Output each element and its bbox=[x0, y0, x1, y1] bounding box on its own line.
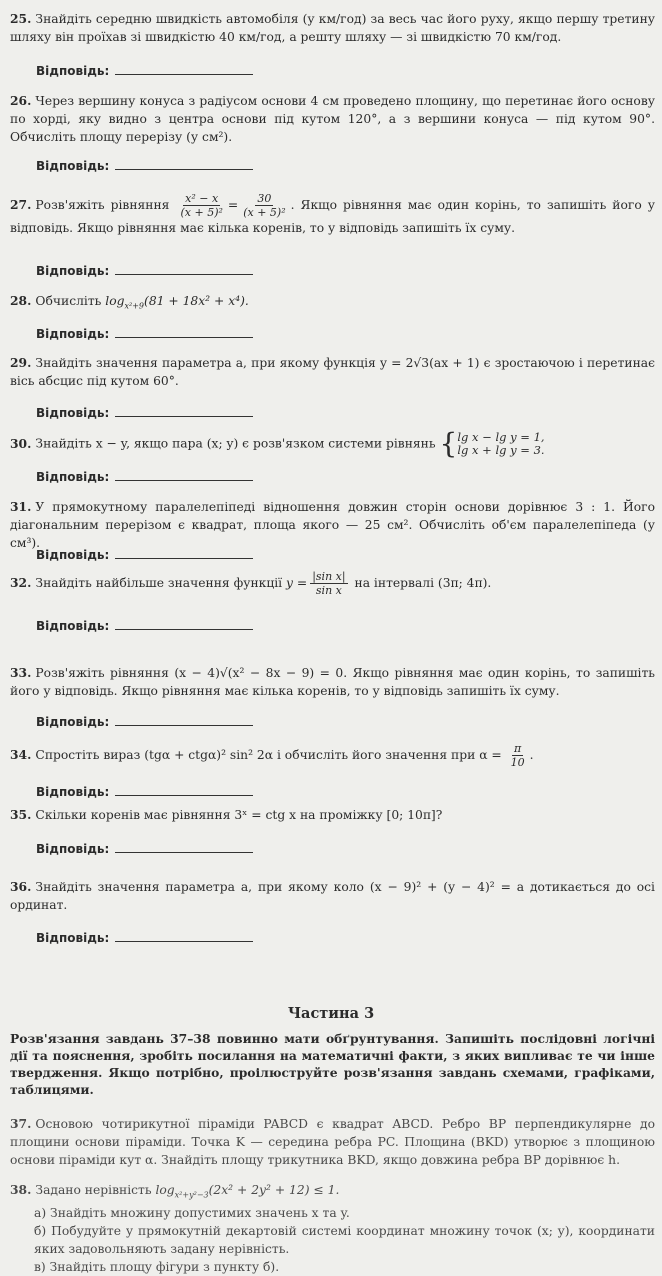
task-number: 34. bbox=[10, 747, 32, 762]
answer-line[interactable] bbox=[115, 157, 253, 170]
section-title: Частина 3 bbox=[287, 1005, 375, 1022]
numerator: π bbox=[514, 742, 522, 755]
answer-label: Відповідь: bbox=[36, 785, 110, 799]
task-28 bbox=[10, 292, 655, 315]
answer-27[interactable] bbox=[36, 262, 253, 278]
log-base: x²+y²−3 bbox=[174, 1190, 209, 1200]
task-text: Задано нерівність bbox=[35, 1183, 152, 1197]
task-text: Знайдіть значення параметра a, при якому коло (x − 9)² + (y − 4)² = a дотикається до осі ординат. bbox=[10, 880, 655, 912]
task-32 bbox=[10, 570, 655, 597]
fraction bbox=[310, 570, 347, 597]
task-26 bbox=[10, 92, 655, 146]
task-33 bbox=[10, 664, 655, 700]
numerator: 30 bbox=[257, 192, 272, 205]
denominator: 10 bbox=[510, 756, 525, 769]
answer-label: Відповідь: bbox=[36, 159, 110, 173]
equation-1: lg x − lg y = 1, bbox=[457, 430, 545, 444]
equation-2: lg x + lg y = 3. bbox=[457, 443, 545, 457]
fraction bbox=[178, 192, 224, 219]
equals-sign: = bbox=[227, 198, 239, 212]
answer-label: Відповідь: bbox=[36, 842, 110, 856]
task-text: Розв'яжіть рівняння (x − 4)√(x² − 8x − 9) = 0. Якщо рівняння має один корінь, то запишіть його у відповідь. Якщо рівняння має кілька коренів, то у відповідь запишіть їх суму. bbox=[10, 666, 655, 698]
answer-label: Відповідь: bbox=[36, 406, 110, 420]
answer-label: Відповідь: bbox=[36, 264, 110, 278]
answer-35[interactable] bbox=[36, 840, 253, 856]
task-text: Обчисліть bbox=[35, 294, 102, 308]
task-text: Знайдіть середню швидкість автомобіля (у км/год) за весь час його руху, якщо першу третину шляху він проїхав зі швидкістю 40 км/год, а решту шляху — зі швидкістю 70 км/год. bbox=[10, 12, 655, 44]
task-27 bbox=[10, 192, 655, 237]
task-29 bbox=[10, 354, 655, 390]
task-38 bbox=[10, 1181, 655, 1276]
fraction bbox=[241, 192, 287, 219]
task-text: Знайдіть найбільше значення функції bbox=[35, 576, 283, 590]
answer-label: Відповідь: bbox=[36, 548, 110, 562]
task-25 bbox=[10, 10, 655, 46]
answer-line[interactable] bbox=[115, 546, 253, 559]
task-text: У прямокутному паралелепіпеді відношення довжин сторін основи дорівнює 3 : 1. Його діагональним перерізом є квадрат, площа якого — 25 см². Обчисліть об'єм паралелепіпеда (у см³). bbox=[10, 500, 655, 550]
denominator: (x + 5)² bbox=[243, 206, 286, 219]
answer-34[interactable] bbox=[36, 783, 253, 799]
answer-line[interactable] bbox=[115, 62, 253, 75]
answer-line[interactable] bbox=[115, 929, 253, 942]
equation-system bbox=[439, 427, 545, 460]
task-text: Скільки коренів має рівняння 3ˣ = ctg x на проміжку [0; 10π]? bbox=[35, 808, 443, 822]
task-number: 28. bbox=[10, 293, 32, 308]
denominator: sin x bbox=[315, 584, 342, 597]
task-37 bbox=[10, 1115, 655, 1169]
task-text: Через вершину конуса з радіусом основи 4 см проведено площину, що перетинає його основу по хорді, яку видно з центра основи під кутом 120°, а з вершини конуса — під кутом 90°. Обчисліть площу перерізу (у см²). bbox=[10, 94, 655, 144]
task-number: 32. bbox=[10, 575, 32, 590]
task-number: 35. bbox=[10, 807, 32, 822]
answer-line[interactable] bbox=[115, 262, 253, 275]
task-text: на інтервалі (3π; 4π). bbox=[354, 576, 492, 590]
task-text: Розв'яжіть рівняння bbox=[35, 198, 170, 212]
answer-36[interactable] bbox=[36, 929, 253, 945]
task-34 bbox=[10, 742, 655, 769]
task-text: . Якщо рівняння має один корінь, то запишіть його у відповідь. Якщо рівняння має кілька коренів, то у відповідь запишіть їх суму. bbox=[10, 198, 655, 235]
numerator: |sin x| bbox=[312, 570, 346, 583]
answer-31[interactable] bbox=[36, 546, 253, 562]
subtask-a: а) Знайдіть множину допустимих значень x та y. bbox=[34, 1206, 350, 1221]
task-30 bbox=[10, 427, 655, 460]
task-36 bbox=[10, 878, 655, 914]
log: log bbox=[105, 294, 125, 308]
answer-33[interactable] bbox=[36, 713, 253, 729]
answer-line[interactable] bbox=[115, 325, 253, 338]
log: log bbox=[155, 1183, 175, 1197]
task-number: 30. bbox=[10, 435, 32, 451]
function-y: y = bbox=[286, 576, 308, 590]
denominator: (x + 5)² bbox=[180, 206, 223, 219]
task-number: 37. bbox=[10, 1116, 32, 1131]
task-number: 38. bbox=[10, 1182, 32, 1197]
answer-line[interactable] bbox=[115, 617, 253, 630]
log-argument: (81 + 18x² + x⁴). bbox=[144, 294, 249, 308]
fraction bbox=[509, 742, 527, 769]
answer-label: Відповідь: bbox=[36, 931, 110, 945]
answer-28[interactable] bbox=[36, 325, 253, 341]
task-number: 33. bbox=[10, 665, 32, 680]
task-number: 31. bbox=[10, 499, 32, 514]
task-text: Знайдіть значення параметра a, при якому функція y = 2√3(ax + 1) є зростаючою і перетинає вісь абсцис під кутом 60°. bbox=[10, 356, 655, 388]
answer-line[interactable] bbox=[115, 840, 253, 853]
answer-26[interactable] bbox=[36, 157, 253, 173]
answer-label: Відповідь: bbox=[36, 470, 110, 484]
answer-label: Відповідь: bbox=[36, 64, 110, 78]
task-35 bbox=[10, 806, 655, 824]
answer-line[interactable] bbox=[115, 783, 253, 796]
answer-line[interactable] bbox=[115, 713, 253, 726]
log-expression bbox=[155, 1183, 340, 1200]
task-number: 29. bbox=[10, 355, 32, 370]
answer-label: Відповідь: bbox=[36, 327, 110, 341]
log-expression bbox=[105, 294, 249, 311]
section-intro: Розв'язання завдань 37–38 повинно мати обґрунтування. Запишіть послідовні логічні дії та пояснення, зробіть посилання на математичні факти, з яких випливає те чи інше твердження. Якщо потрібно, проілюструйте розв'язання завдань схемами, графіками, таблицями. bbox=[10, 1031, 655, 1097]
subtask-c: в) Знайдіть площу фігури з пункту б). bbox=[34, 1260, 280, 1275]
task-text: Знайдіть x − y, якщо пара (x; y) є розв'язком системи рівнянь bbox=[35, 436, 436, 451]
answer-line[interactable] bbox=[115, 468, 253, 481]
subtask-b: б) Побудуйте у прямокутній декартовій системі координат множину точок (x; y), координати яких задовольняють задану нерівність. bbox=[34, 1224, 655, 1257]
brace: { bbox=[439, 427, 458, 460]
task-number: 25. bbox=[10, 11, 32, 26]
answer-32[interactable] bbox=[36, 617, 253, 633]
log-base: x²+9 bbox=[124, 301, 145, 311]
task-31 bbox=[10, 498, 655, 552]
task-text: Основою чотирикутної піраміди PABCD є квадрат ABCD. Ребро BP перпендикулярне до площини основи піраміди. Точка K — середина ребра PC. Площина (BKD) утворює з площиною основи піраміди кут α. Знайдіть площу трикутника BKD, якщо довжина ребра BP дорівнює h. bbox=[10, 1117, 655, 1167]
answer-label: Відповідь: bbox=[36, 715, 110, 729]
period: . bbox=[529, 748, 534, 762]
task-number: 26. bbox=[10, 93, 32, 108]
task-text: Спростіть вираз (tgα + ctgα)² sin² 2α і обчисліть його значення при α = bbox=[35, 748, 502, 762]
numerator: x² − x bbox=[185, 192, 219, 205]
answer-29[interactable] bbox=[36, 404, 253, 420]
answer-label: Відповідь: bbox=[36, 619, 110, 633]
task-number: 36. bbox=[10, 879, 32, 894]
task-number: 27. bbox=[10, 197, 32, 212]
answer-30[interactable] bbox=[36, 468, 253, 484]
log-argument: (2x² + 2y² + 12) ≤ 1. bbox=[208, 1183, 340, 1197]
answer-25[interactable] bbox=[36, 62, 253, 78]
answer-line[interactable] bbox=[115, 404, 253, 417]
